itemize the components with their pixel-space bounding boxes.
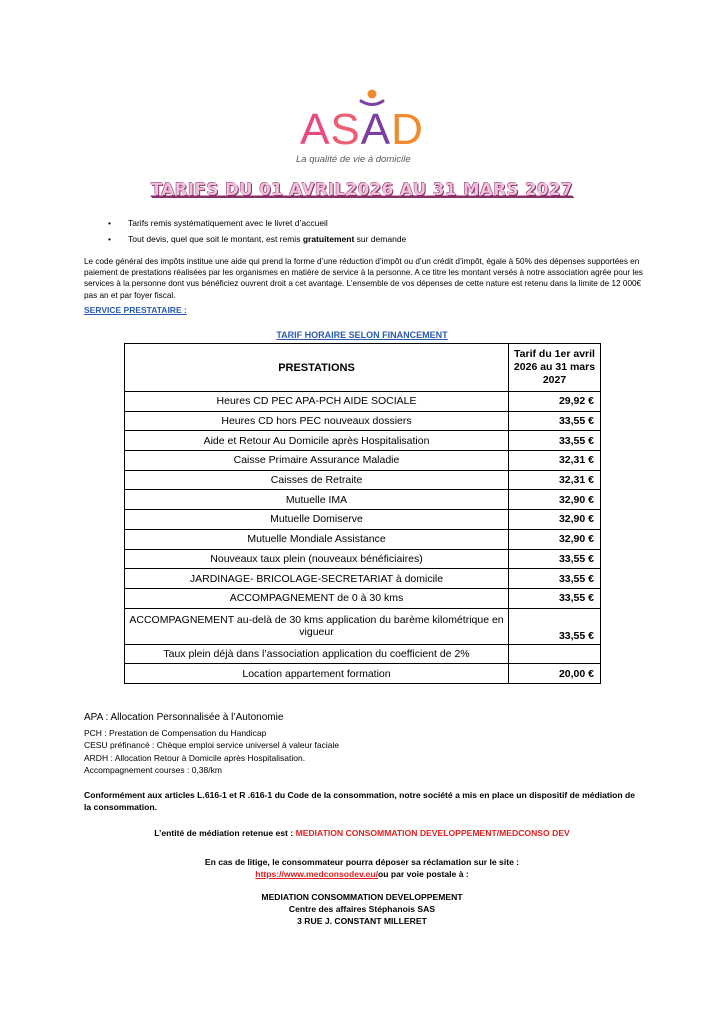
asad-logo	[0, 88, 724, 168]
logo-letter-1: A	[300, 105, 331, 154]
column-header-tarif: Tarif du 1er avril 2026 au 31 mars 2027	[509, 344, 601, 392]
prestation-price: 32,90 €	[509, 490, 601, 510]
table-row	[125, 490, 601, 510]
logo-letter-2: S	[330, 105, 361, 154]
prestation-price: 33,55 €	[509, 569, 601, 589]
table-body	[125, 392, 601, 684]
prestation-label: ACCOMPAGNEMENT au-delà de 30 kms application du barème kilométrique en vigueur	[125, 608, 509, 644]
prestation-price: 33,55 €	[509, 608, 601, 644]
prestation-price: 33,55 €	[509, 549, 601, 569]
prestation-price: 32,90 €	[509, 529, 601, 549]
bullet-item-2: • Tout devis, quel que soit le montant, est remis gratuitement sur demande	[108, 231, 406, 247]
prestation-price: 32,31 €	[509, 451, 601, 471]
address-line: 3 RUE J. CONSTANT MILLERET	[297, 916, 427, 926]
prestation-label: Heures CD hors PEC nouveaux dossiers	[125, 411, 509, 431]
prestation-label: Nouveaux taux plein (nouveaux bénéficiaires)	[125, 549, 509, 569]
bullet-item-1: • Tarifs remis systématiquement avec le livret d’accueil	[108, 215, 406, 231]
address-line: MEDIATION CONSOMMATION DEVELOPPEMENT	[261, 892, 463, 902]
logo-tagline: La qualité de vie à domicile	[296, 154, 411, 165]
table-row	[125, 451, 601, 471]
prestation-price: 33,55 €	[509, 588, 601, 608]
abbreviation-item: CESU préfinancé : Chèque emploi service universel à valeur faciale	[84, 740, 340, 750]
table-row	[125, 608, 601, 644]
table-row	[125, 470, 601, 490]
mediation-entity-name: MEDIATION CONSOMMATION DEVELOPPEMENT/MEDCONSO DEV	[295, 828, 570, 838]
prestation-label: JARDINAGE- BRICOLAGE-SECRETARIAT à domicile	[125, 569, 509, 589]
medconso-link[interactable]: https://www.medconsodev.eu/	[255, 869, 378, 879]
address-line: Centre des affaires Stéphanois SAS	[288, 904, 436, 914]
table-row	[125, 392, 601, 412]
table-row	[125, 664, 601, 684]
prestation-label: Aide et Retour Au Domicile après Hospitalisation	[125, 431, 509, 451]
prestation-label: Mutuelle Mondiale Assistance	[125, 529, 509, 549]
tax-credit-paragraph: Le code général des impôts institue une aide qui prend la forme d’une réduction d’impôt ou d’un crédit d’impôt, égale à 50% des dépenses supportées en paiement de prestations réalisées par les organismes en matière de service à la personne. A ce titre les montant versés à notre association agrée pour les services à la personne dont vus bénéficiez ouvrent droit a cet avantage. L’ensemble de vos dépenses de cette nature est retenu dans la limite de 12 000€ pas an et par foyer fiscal.	[84, 257, 643, 300]
prestation-price: 33,55 €	[509, 411, 601, 431]
page-title: TARIFS DU 01 AVRIL2026 AU 31 MARS 2027	[150, 180, 574, 199]
column-header-prestations: PRESTATIONS	[125, 344, 509, 392]
abbreviation-item: APA : Allocation Personnalisée à l’Autonomie	[84, 712, 284, 723]
postal-address	[0, 891, 724, 927]
table-row	[125, 411, 601, 431]
bullet-list	[108, 215, 406, 247]
prestation-price: 33,55 €	[509, 431, 601, 451]
table-row	[125, 644, 601, 664]
table-header-row	[125, 344, 601, 392]
prestation-label: Caisse Primaire Assurance Maladie	[125, 451, 509, 471]
litige-line: En cas de litige, le consommateur pourra déposer sa réclamation sur le site :	[204, 857, 520, 867]
abbreviation-item: ARDH : Allocation Retour à Domicile après Hospitalisation.	[84, 752, 306, 763]
table-row	[125, 588, 601, 608]
conformity-notice: Conformément aux articles L.616-1 et R .616-1 du Code de la consommation, notre société a mis en place un dispositif de médiation de la consommation.	[84, 790, 636, 812]
table-row	[125, 549, 601, 569]
prestation-label: Heures CD PEC APA-PCH AIDE SOCIALE	[125, 392, 509, 412]
prestation-label: Caisses de Retraite	[125, 470, 509, 490]
logo-letter-3: A	[360, 105, 392, 154]
prestation-label: Mutuelle IMA	[125, 490, 509, 510]
table-row	[125, 510, 601, 530]
tariff-table	[124, 343, 601, 684]
prestation-price: 29,92 €	[509, 392, 601, 412]
litige-notice	[0, 856, 724, 880]
abbreviation-item: Accompagnement courses : 0,38/km	[84, 765, 222, 775]
prestation-price: 32,31 €	[509, 470, 601, 490]
abbreviation-item: PCH : Prestation de Compensation du Handicap	[84, 727, 267, 738]
mediation-entity: L’entité de médiation retenue est : MEDIATION CONSOMMATION DEVELOPPEMENT/MEDCONSO DEV	[154, 828, 570, 838]
prestation-price: 32,90 €	[509, 510, 601, 530]
table-title: TARIF HORAIRE SELON FINANCEMENT	[276, 330, 448, 340]
prestation-label: Mutuelle Domiserve	[125, 510, 509, 530]
service-heading: SERVICE PRESTATAIRE :	[84, 305, 187, 315]
litige-after-link: ou par voie postale à :	[377, 869, 469, 879]
prestation-price: 20,00 €	[509, 664, 601, 684]
table-row	[125, 529, 601, 549]
prestation-label: ACCOMPAGNEMENT de 0 à 30 kms	[125, 588, 509, 608]
logo-letter-4: D	[391, 105, 424, 154]
table-row	[125, 431, 601, 451]
prestation-label: Taux plein déjà dans l’association application du coefficient de 2%	[125, 644, 509, 664]
abbreviations-list	[84, 712, 339, 777]
prestation-price	[509, 644, 601, 664]
prestation-label: Location appartement formation	[125, 664, 509, 684]
logo-wordmark	[0, 105, 724, 154]
table-row	[125, 569, 601, 589]
